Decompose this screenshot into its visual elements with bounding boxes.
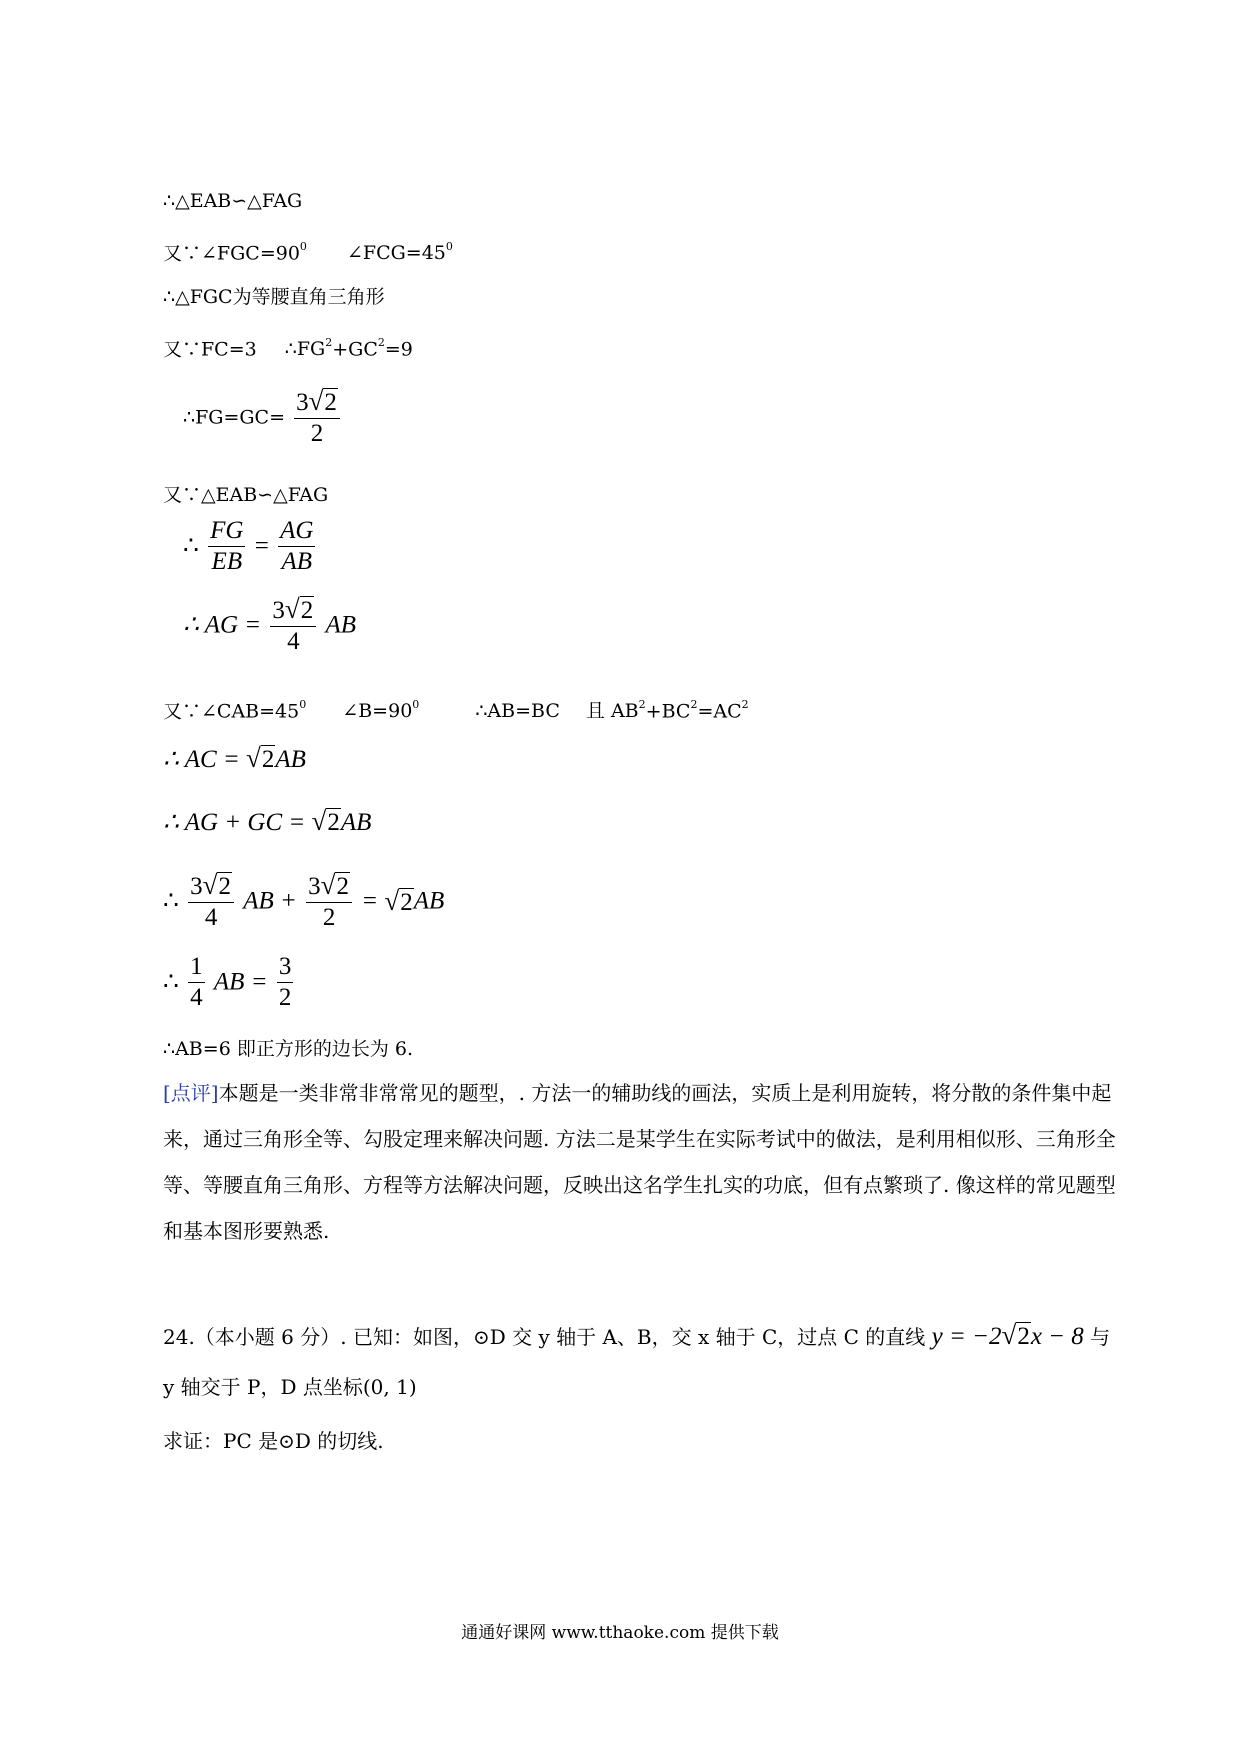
fraction: $\frac{AG}{AB}$ <box>280 517 314 575</box>
proof-line-9 <box>163 694 749 724</box>
proof-text: AB <box>340 809 372 836</box>
page-footer: 通通好课网 www.tthaoke.com 提供下载 <box>461 1623 779 1643</box>
proof-line-4 <box>163 332 413 362</box>
proof-line-14 <box>163 1036 413 1062</box>
proof-text: 且 AB <box>585 700 639 723</box>
sqrt: √2 <box>320 870 349 900</box>
degree-mark: 0 <box>445 240 453 253</box>
fraction: $\frac{FG}{EB}$ <box>210 517 244 575</box>
proof-text: ∴△FGC为等腰直角三角形 <box>163 286 385 308</box>
fc-value: 又∵FC=3 <box>163 338 257 361</box>
line-equation: y = −2√2x − 8 <box>932 1323 1084 1350</box>
exponent: 2 <box>638 698 646 711</box>
proof-text: ∴ AC = <box>163 746 240 773</box>
proof-text: AB <box>275 746 306 773</box>
exponent: 2 <box>690 698 698 711</box>
therefore-symbol: ∴ <box>163 968 179 996</box>
proof-text: ∴ AG = <box>183 611 262 639</box>
prove-statement: 求证：PC 是⊙D 的切线. <box>163 1429 384 1453</box>
proof-text: ∴ AG + GC = <box>163 809 306 836</box>
proof-line-2 <box>163 236 453 266</box>
proof-text: ∴△EAB∽△FAG <box>163 190 303 212</box>
proof-line-12 <box>163 870 444 933</box>
fraction: $\frac{3√2}{4}$ <box>270 594 316 657</box>
proof-text: =AC <box>697 700 742 723</box>
sqrt: √2 <box>384 885 413 916</box>
exponent: 2 <box>741 698 749 711</box>
proof-line-5 <box>183 386 343 449</box>
question-text: 24.（本小题 6 分）. 已知：如图，⊙D 交 y 轴于 A、B，交 x 轴于 C，过点 C 的直线 <box>163 1325 926 1349</box>
angle-fcg: ∠FCG=45 <box>346 242 446 265</box>
therefore-symbol: ∴ <box>163 887 179 915</box>
degree-mark: 0 <box>299 240 307 253</box>
question-24 <box>163 1310 1123 1412</box>
proof-text: ∴FG <box>284 338 326 361</box>
proof-line-1 <box>163 188 302 214</box>
proof-text: AB <box>413 887 445 915</box>
proof-text: AB <box>325 611 357 639</box>
fraction: $\frac{3√2}{4}$ <box>188 870 234 933</box>
equals: = <box>361 887 379 915</box>
comment-text: 本题是一类非常非常常见的题型，. 方法一的辅助线的画法，实质上是利用旋转，将分散的条件集中起来，通过三角形全等、勾股定理来解决问题. 方法二是某学生在实际考试中的做法，是利用相似形、三角形全等、等腰直角三角形、方程等方法解决问题，反映出这名学生扎实的功底，但有点繁琐了. 像这样的常见题型和基本图形要熟悉. <box>163 1081 1116 1243</box>
proof-text: AB + <box>243 887 297 915</box>
proof-line-10 <box>163 745 306 773</box>
angle-cab: 又∵∠CAB=45 <box>163 700 300 723</box>
angle-b: ∠B=90 <box>342 700 413 723</box>
therefore-symbol: ∴ <box>183 532 199 560</box>
proof-text: ∴AB=BC <box>475 700 560 723</box>
proof-line-3 <box>163 284 385 310</box>
proof-text: +GC <box>332 338 378 361</box>
comment-tag: [点评] <box>163 1081 219 1105</box>
proof-text: ∴FG=GC= <box>183 406 286 429</box>
sqrt: √2 <box>246 743 275 773</box>
sqrt: √2 <box>308 386 337 416</box>
fraction: $\frac{3√2}{2}$ <box>306 870 352 933</box>
proof-line-7 <box>183 516 318 577</box>
proof-line-6 <box>163 482 328 508</box>
degree-mark: 0 <box>412 698 420 711</box>
proof-text: AB = <box>213 968 268 996</box>
angle-fgc: 又∵∠FGC=90 <box>163 242 300 265</box>
question-text: 与 y 轴交于 P，D 点坐标(0, 1) <box>163 1325 1111 1399</box>
sqrt: √2 <box>1001 1320 1030 1350</box>
fraction: $\frac{3}{2}$ <box>278 953 292 1011</box>
question-prove <box>163 1418 1123 1464</box>
proof-line-8 <box>183 594 356 657</box>
exponent: 2 <box>325 336 333 349</box>
proof-line-11 <box>163 808 371 836</box>
proof-text: =9 <box>384 338 413 361</box>
degree-mark: 0 <box>299 698 307 711</box>
proof-line-13 <box>163 952 296 1013</box>
sqrt: √2 <box>311 806 340 836</box>
proof-text: +BC <box>645 700 691 723</box>
proof-conclusion: ∴AB=6 即正方形的边长为 6. <box>163 1038 413 1060</box>
sqrt: √2 <box>284 594 314 624</box>
sqrt: √2 <box>202 870 231 900</box>
fraction: $\frac{3√2}{2}$ <box>294 386 340 449</box>
comment-paragraph <box>163 1070 1123 1254</box>
fraction: $\frac{1}{4}$ <box>190 953 203 1011</box>
exponent: 2 <box>377 336 385 349</box>
proof-text: 又∵△EAB∽△FAG <box>163 484 329 506</box>
equals: = <box>254 532 269 560</box>
